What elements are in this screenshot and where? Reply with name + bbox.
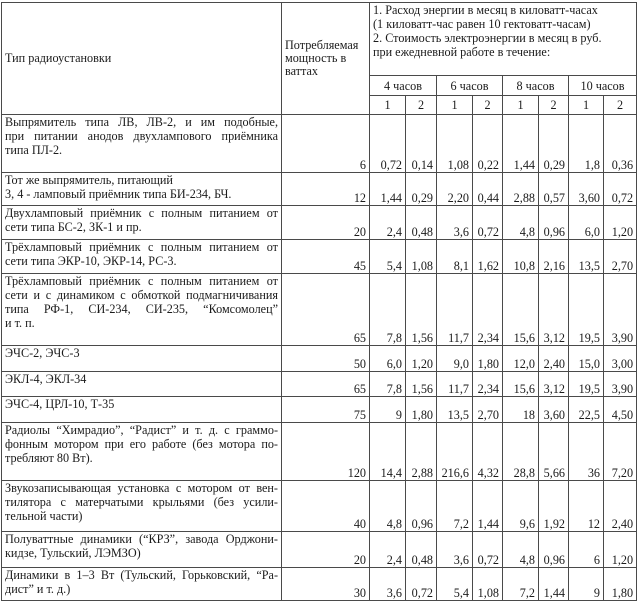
cost-rub-cell: 2,88 (406, 423, 437, 481)
energy-kwh-cell: 3,60 (569, 172, 604, 206)
table-row (2, 114, 637, 172)
energy-kwh-cell: 8,1 (437, 240, 473, 274)
cost-rub-cell: 1,20 (604, 206, 637, 240)
cost-rub-cell: 0,96 (539, 206, 569, 240)
cost-rub-cell: 3,12 (539, 371, 569, 397)
table-row (2, 206, 637, 240)
cost-rub-cell: 3,12 (539, 274, 569, 346)
radio-type-cell (2, 397, 282, 423)
energy-kwh-cell: 2,20 (437, 172, 473, 206)
hours-header-4: 4 часов (370, 75, 437, 96)
energy-kwh-cell: 10,8 (503, 240, 539, 274)
energy-kwh-cell: 13,5 (437, 397, 473, 423)
table-row (2, 568, 637, 601)
radio-type-line: типа ПЛ-2. (5, 142, 63, 157)
hours-header-10: 10 часов (569, 75, 637, 96)
energy-kwh-cell: 28,8 (503, 423, 539, 481)
radio-type-line: требляют 80 Вт). (5, 451, 93, 466)
energy-kwh-cell: 19,5 (569, 371, 604, 397)
subheader-cell: 1 (503, 96, 539, 114)
energy-kwh-cell: 15,6 (503, 274, 539, 346)
cost-rub-cell: 1,80 (473, 346, 503, 372)
power-cell: 45 (282, 240, 370, 274)
energy-kwh-cell: 15,6 (503, 371, 539, 397)
table-row (2, 240, 637, 274)
cost-rub-cell: 3,90 (604, 371, 637, 397)
energy-kwh-cell: 3,6 (370, 568, 406, 601)
radio-type-line: Полуваттные динамики (“КРЗ”, завода Орджони- (5, 532, 278, 547)
cost-rub-cell: 1,80 (406, 397, 437, 423)
cost-rub-cell: 0,36 (604, 114, 637, 172)
radio-type-cell (2, 568, 282, 601)
radio-type-line: типа РФ-1, СИ-234, СИ-235, “Комсомолец” (5, 302, 278, 317)
cost-rub-cell: 0,22 (473, 114, 503, 172)
energy-kwh-cell: 1,8 (569, 114, 604, 172)
cost-rub-cell: 2,40 (604, 480, 637, 531)
energy-kwh-cell: 6,0 (569, 206, 604, 240)
radio-type-line: Трёхламповый приёмник с полным питанием от (5, 240, 278, 255)
radio-type-line: сети типа БС-2, ЗК-1 и пр. (5, 220, 142, 235)
cost-rub-cell: 5,66 (539, 423, 569, 481)
energy-kwh-cell: 7,2 (437, 480, 473, 531)
energy-kwh-cell: 3,6 (437, 206, 473, 240)
cost-rub-cell: 0,96 (406, 480, 437, 531)
cost-rub-cell: 0,72 (473, 206, 503, 240)
cost-rub-cell: 1,08 (406, 240, 437, 274)
radio-type-line: дист” и т. д.) (5, 582, 71, 596)
cost-rub-cell: 0,72 (473, 532, 503, 568)
energy-kwh-cell: 9,6 (503, 480, 539, 531)
cost-rub-cell: 1,80 (604, 568, 637, 601)
energy-kwh-cell: 2,4 (370, 206, 406, 240)
radio-type-cell (2, 346, 282, 372)
power-cell: 6 (282, 114, 370, 172)
energy-kwh-cell: 2,88 (503, 172, 539, 206)
radio-type-line: Радиолы “Химрадио”, “Радист” и т. д. с граммо- (5, 423, 278, 438)
radio-type-cell (2, 371, 282, 397)
radio-type-line: кидзе, Тульский, ЛЭМЗО) (5, 546, 141, 561)
energy-kwh-cell: 9,0 (437, 346, 473, 372)
energy-consumption-table (1, 2, 637, 601)
radio-type-cell (2, 532, 282, 568)
energy-kwh-cell: 7,8 (370, 371, 406, 397)
energy-kwh-cell: 12,0 (503, 346, 539, 372)
table-row (2, 423, 637, 481)
cost-rub-cell: 2,40 (539, 346, 569, 372)
cost-rub-cell: 0,72 (604, 172, 637, 206)
energy-kwh-cell: 19,5 (569, 274, 604, 346)
subheader-cell: 2 (473, 96, 503, 114)
hours-header-6: 6 часов (437, 75, 503, 96)
cost-rub-cell: 0,14 (406, 114, 437, 172)
energy-kwh-cell: 13,5 (569, 240, 604, 274)
radio-type-line: Звукозаписывающая установка с мотором от вен- (5, 480, 278, 495)
energy-kwh-cell: 5,4 (437, 568, 473, 601)
energy-kwh-cell: 14,4 (370, 423, 406, 481)
power-cell: 30 (282, 568, 370, 601)
energy-kwh-cell: 11,7 (437, 371, 473, 397)
cost-rub-cell: 2,16 (539, 240, 569, 274)
header-row (2, 3, 637, 76)
radio-type-line: Выпрямитель типа ЛВ, ЛВ-2, и им подобные, (5, 114, 278, 129)
cost-rub-cell: 0,44 (473, 172, 503, 206)
energy-kwh-cell: 15,0 (569, 346, 604, 372)
cost-rub-cell: 0,48 (406, 532, 437, 568)
power-cell: 20 (282, 532, 370, 568)
radio-type-cell (2, 480, 282, 531)
cost-rub-cell: 2,34 (473, 371, 503, 397)
table-row (2, 346, 637, 372)
power-column-header (282, 3, 370, 115)
energy-kwh-cell: 7,8 (370, 274, 406, 346)
subheader-cell: 2 (539, 96, 569, 114)
energy-kwh-cell: 4,8 (503, 532, 539, 568)
type-column-header: Тип радиоустановки (2, 3, 282, 115)
table-row (2, 274, 637, 346)
cost-rub-cell: 2,70 (604, 240, 637, 274)
cost-rub-cell: 1,56 (406, 274, 437, 346)
power-cell: 120 (282, 423, 370, 481)
energy-kwh-cell: 3,6 (437, 532, 473, 568)
cost-rub-cell: 0,96 (539, 532, 569, 568)
cost-rub-cell: 0,29 (406, 172, 437, 206)
radio-type-line: сети типа ЭКР-10, ЭКР-14, РС-3. (5, 254, 177, 269)
energy-kwh-cell: 9 (569, 568, 604, 601)
radio-type-line: Трёхламповый приёмник с полным питанием от (5, 274, 278, 289)
energy-kwh-cell: 1,08 (437, 114, 473, 172)
radio-type-line: ЭЧС-2, ЭЧС-3 (5, 346, 80, 361)
radio-type-line: и т. п. (5, 316, 35, 331)
subheader-cell: 1 (437, 96, 473, 114)
radio-type-line: Двухламповый приёмник с полным питанием от (5, 206, 278, 221)
radio-type-line: 3, 4 - ламповый приёмник типа БИ-234, БЧ. (5, 186, 232, 201)
radio-type-cell (2, 172, 282, 206)
subheader-cell: 1 (569, 96, 604, 114)
energy-kwh-cell: 2,4 (370, 532, 406, 568)
cost-rub-cell: 1,08 (473, 568, 503, 601)
radio-type-cell (2, 114, 282, 172)
cost-rub-cell: 1,20 (406, 346, 437, 372)
explanation-line: при ежедневной работе в течение: (373, 45, 551, 59)
radio-type-line: фонным мотором при его работе (без мотора по- (5, 437, 278, 452)
cost-rub-cell: 0,29 (539, 114, 569, 172)
radio-type-cell (2, 274, 282, 346)
energy-kwh-cell: 0,72 (370, 114, 406, 172)
cost-rub-cell: 1,44 (539, 568, 569, 601)
power-header-line: мощность в (285, 50, 347, 65)
power-header-line: Потребляемая (285, 37, 359, 52)
power-cell: 65 (282, 274, 370, 346)
subheader-cell: 1 (370, 96, 406, 114)
cost-rub-cell: 3,90 (604, 274, 637, 346)
radio-type-cell (2, 240, 282, 274)
energy-kwh-cell: 36 (569, 423, 604, 481)
energy-kwh-cell: 9 (370, 397, 406, 423)
cost-rub-cell: 4,32 (473, 423, 503, 481)
cost-rub-cell: 1,44 (473, 480, 503, 531)
table-row (2, 371, 637, 397)
radio-type-line: ЭКЛ-4, ЭКЛ-34 (5, 371, 87, 386)
cost-rub-cell: 2,70 (473, 397, 503, 423)
cost-rub-cell: 0,48 (406, 206, 437, 240)
power-cell: 75 (282, 397, 370, 423)
cost-rub-cell: 1,56 (406, 371, 437, 397)
subheader-cell: 2 (604, 96, 637, 114)
cost-rub-cell: 3,60 (539, 397, 569, 423)
energy-kwh-cell: 1,44 (370, 172, 406, 206)
explanation-line: (1 киловатт-час равен 10 гектоватт-часам) (373, 17, 591, 31)
radio-type-cell (2, 206, 282, 240)
energy-kwh-cell: 6,0 (370, 346, 406, 372)
radio-type-line: при питании анодов двухлампового приёмника (5, 128, 278, 143)
radio-type-line: ЭЧС-4, ЦРЛ-10, Т-35 (5, 397, 115, 412)
table-row (2, 172, 637, 206)
cost-rub-cell: 1,92 (539, 480, 569, 531)
power-cell: 12 (282, 172, 370, 206)
cost-rub-cell: 4,50 (604, 397, 637, 423)
energy-kwh-cell: 18 (503, 397, 539, 423)
explanation-line: 1. Расход энергии в месяц в киловатт-часах (373, 3, 598, 17)
cost-rub-cell: 1,62 (473, 240, 503, 274)
energy-kwh-cell: 11,7 (437, 274, 473, 346)
explanation-header (370, 3, 637, 76)
cost-rub-cell: 3,00 (604, 346, 637, 372)
energy-kwh-cell: 5,4 (370, 240, 406, 274)
energy-kwh-cell: 22,5 (569, 397, 604, 423)
cost-rub-cell: 2,34 (473, 274, 503, 346)
subheader-cell: 2 (406, 96, 437, 114)
energy-kwh-cell: 4,8 (503, 206, 539, 240)
explanation-line: 2. Стоимость электроэнергии в месяц в руб. (373, 31, 602, 45)
table-row (2, 480, 637, 531)
energy-kwh-cell: 7,2 (503, 568, 539, 601)
radio-type-line: тилятора с матерчатыми крыльями (без усили- (5, 494, 278, 509)
power-cell: 50 (282, 346, 370, 372)
energy-kwh-cell: 4,8 (370, 480, 406, 531)
radio-type-cell (2, 423, 282, 481)
radio-type-line: Тот же выпрямитель, питающий (5, 172, 173, 187)
energy-kwh-cell: 6 (569, 532, 604, 568)
energy-kwh-cell: 216,6 (437, 423, 473, 481)
hours-header-8: 8 часов (503, 75, 569, 96)
energy-kwh-cell: 12 (569, 480, 604, 531)
table-row (2, 397, 637, 423)
cost-rub-cell: 1,20 (604, 532, 637, 568)
cost-rub-cell: 7,20 (604, 423, 637, 481)
table-row (2, 532, 637, 568)
cost-rub-cell: 0,57 (539, 172, 569, 206)
radio-type-line: сети и с динамиком с обмоткой подмагничивания (5, 288, 278, 303)
energy-kwh-cell: 1,44 (503, 114, 539, 172)
power-cell: 40 (282, 480, 370, 531)
cost-rub-cell: 0,72 (406, 568, 437, 601)
power-cell: 65 (282, 371, 370, 397)
power-header-line: ваттах (285, 63, 318, 78)
radio-type-line: тельной части) (5, 508, 83, 523)
power-cell: 20 (282, 206, 370, 240)
radio-type-line: Динамики в 1–3 Вт (Тульский, Горьковский, “Ра- (5, 568, 278, 582)
